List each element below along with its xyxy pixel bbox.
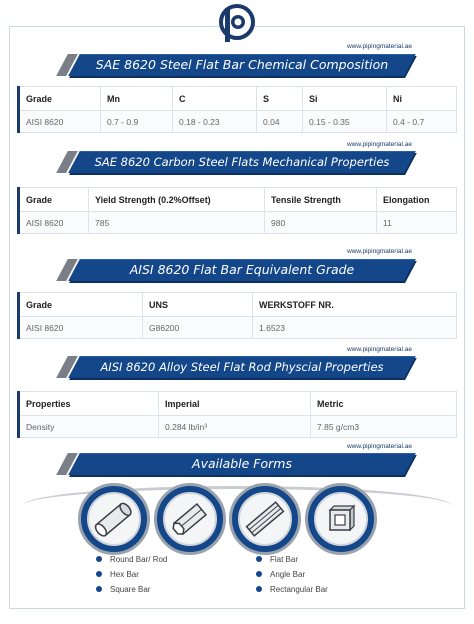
chemical-table: [17, 86, 457, 133]
site-url[interactable]: www.pipingmaterial.ae: [346, 443, 412, 450]
table-header-row: [19, 188, 457, 212]
list-item-label: Angle Bar: [270, 570, 306, 579]
bullet-icon: [96, 571, 102, 577]
header-cell: Metric: [311, 392, 457, 416]
list-item: [256, 552, 328, 567]
table-cell: 11: [377, 212, 457, 234]
table-cell: 0.15 - 0.35: [303, 111, 387, 133]
header-cell: Grade: [19, 293, 143, 317]
table-row: [19, 317, 457, 339]
header-cell: Yield Strength (0.2%Offset): [89, 188, 265, 212]
list-item: [256, 567, 328, 582]
physical-table: [17, 391, 457, 438]
site-url[interactable]: www.pipingmaterial.ae: [346, 248, 412, 255]
flat-bar-badge: [229, 483, 301, 555]
physical-title: AISI 8620 Alloy Steel Flat Rod Physcial Properties: [100, 360, 384, 374]
site-url[interactable]: www.pipingmaterial.ae: [346, 141, 412, 148]
header-cell: Mn: [101, 87, 173, 111]
site-url[interactable]: www.pipingmaterial.ae: [346, 43, 412, 50]
list-item-label: Square Bar: [110, 585, 151, 594]
table-header-row: [19, 293, 457, 317]
forms-list-left: [96, 552, 167, 597]
table-row: [19, 416, 457, 438]
header-cell: Elongation: [377, 188, 457, 212]
equivalent-title: AISI 8620 Flat Bar Equivalent Grade: [129, 262, 355, 277]
table-row: [19, 212, 457, 234]
header-cell: Tensile Strength: [265, 188, 377, 212]
table-cell: G86200: [143, 317, 253, 339]
chemical-title: SAE 8620 Steel Flat Bar Chemical Composition: [95, 57, 389, 72]
flat-bar-icon: [240, 494, 290, 544]
header-cell: S: [257, 87, 303, 111]
header-cell: Grade: [19, 87, 101, 111]
bullet-icon: [256, 556, 262, 562]
table-header-row: [19, 87, 457, 111]
header-cell: Si: [303, 87, 387, 111]
bullet-icon: [96, 586, 102, 592]
site-url[interactable]: www.pipingmaterial.ae: [346, 346, 412, 353]
header-cell: UNS: [143, 293, 253, 317]
hex-bar-badge: [154, 483, 226, 555]
forms-title: Available Forms: [192, 456, 292, 471]
table-cell: 0.4 - 0.7: [387, 111, 457, 133]
header-cell: Grade: [19, 188, 89, 212]
table-row: [19, 111, 457, 133]
table-cell: AISI 8620: [19, 212, 89, 234]
header-cell: C: [173, 87, 257, 111]
table-cell: 1.6523: [253, 317, 457, 339]
round-bar-badge: [78, 483, 150, 555]
piping-material-logo: [219, 4, 255, 44]
header-cell: Imperial: [159, 392, 311, 416]
list-item: [96, 552, 167, 567]
forms-list-right: [256, 552, 328, 597]
list-item: [256, 582, 328, 597]
table-cell: 0.7 - 0.9: [101, 111, 173, 133]
table-cell: 785: [89, 212, 265, 234]
list-item-label: Hex Bar: [110, 570, 139, 579]
mechanical-title: SAE 8620 Carbon Steel Flats Mechanical Properties: [94, 155, 390, 169]
table-cell: 980: [265, 212, 377, 234]
bullet-icon: [96, 556, 102, 562]
table-cell: 0.284 lb/in³: [159, 416, 311, 438]
table-cell: Density: [19, 416, 159, 438]
hex-bar-icon: [165, 494, 215, 544]
header-cell: Ni: [387, 87, 457, 111]
table-header-row: [19, 392, 457, 416]
round-bar-icon: [89, 494, 139, 544]
bullet-icon: [256, 586, 262, 592]
table-cell: AISI 8620: [19, 111, 101, 133]
table-cell: AISI 8620: [19, 317, 143, 339]
mechanical-table: [17, 187, 457, 234]
bullet-icon: [256, 571, 262, 577]
list-item-label: Round Bar/ Rod: [110, 555, 168, 564]
header-cell: Properties: [19, 392, 159, 416]
list-item: [96, 567, 167, 582]
table-cell: 0.18 - 0.23: [173, 111, 257, 133]
square-tube-icon: [316, 494, 366, 544]
table-cell: 0.04: [257, 111, 303, 133]
list-item-label: Rectangular Bar: [270, 585, 328, 594]
list-item-label: Flat Bar: [270, 555, 299, 564]
square-tube-badge: [305, 483, 377, 555]
equivalent-table: [17, 292, 457, 339]
table-cell: 7.85 g/cm3: [311, 416, 457, 438]
header-cell: WERKSTOFF NR.: [253, 293, 457, 317]
list-item: [96, 582, 167, 597]
